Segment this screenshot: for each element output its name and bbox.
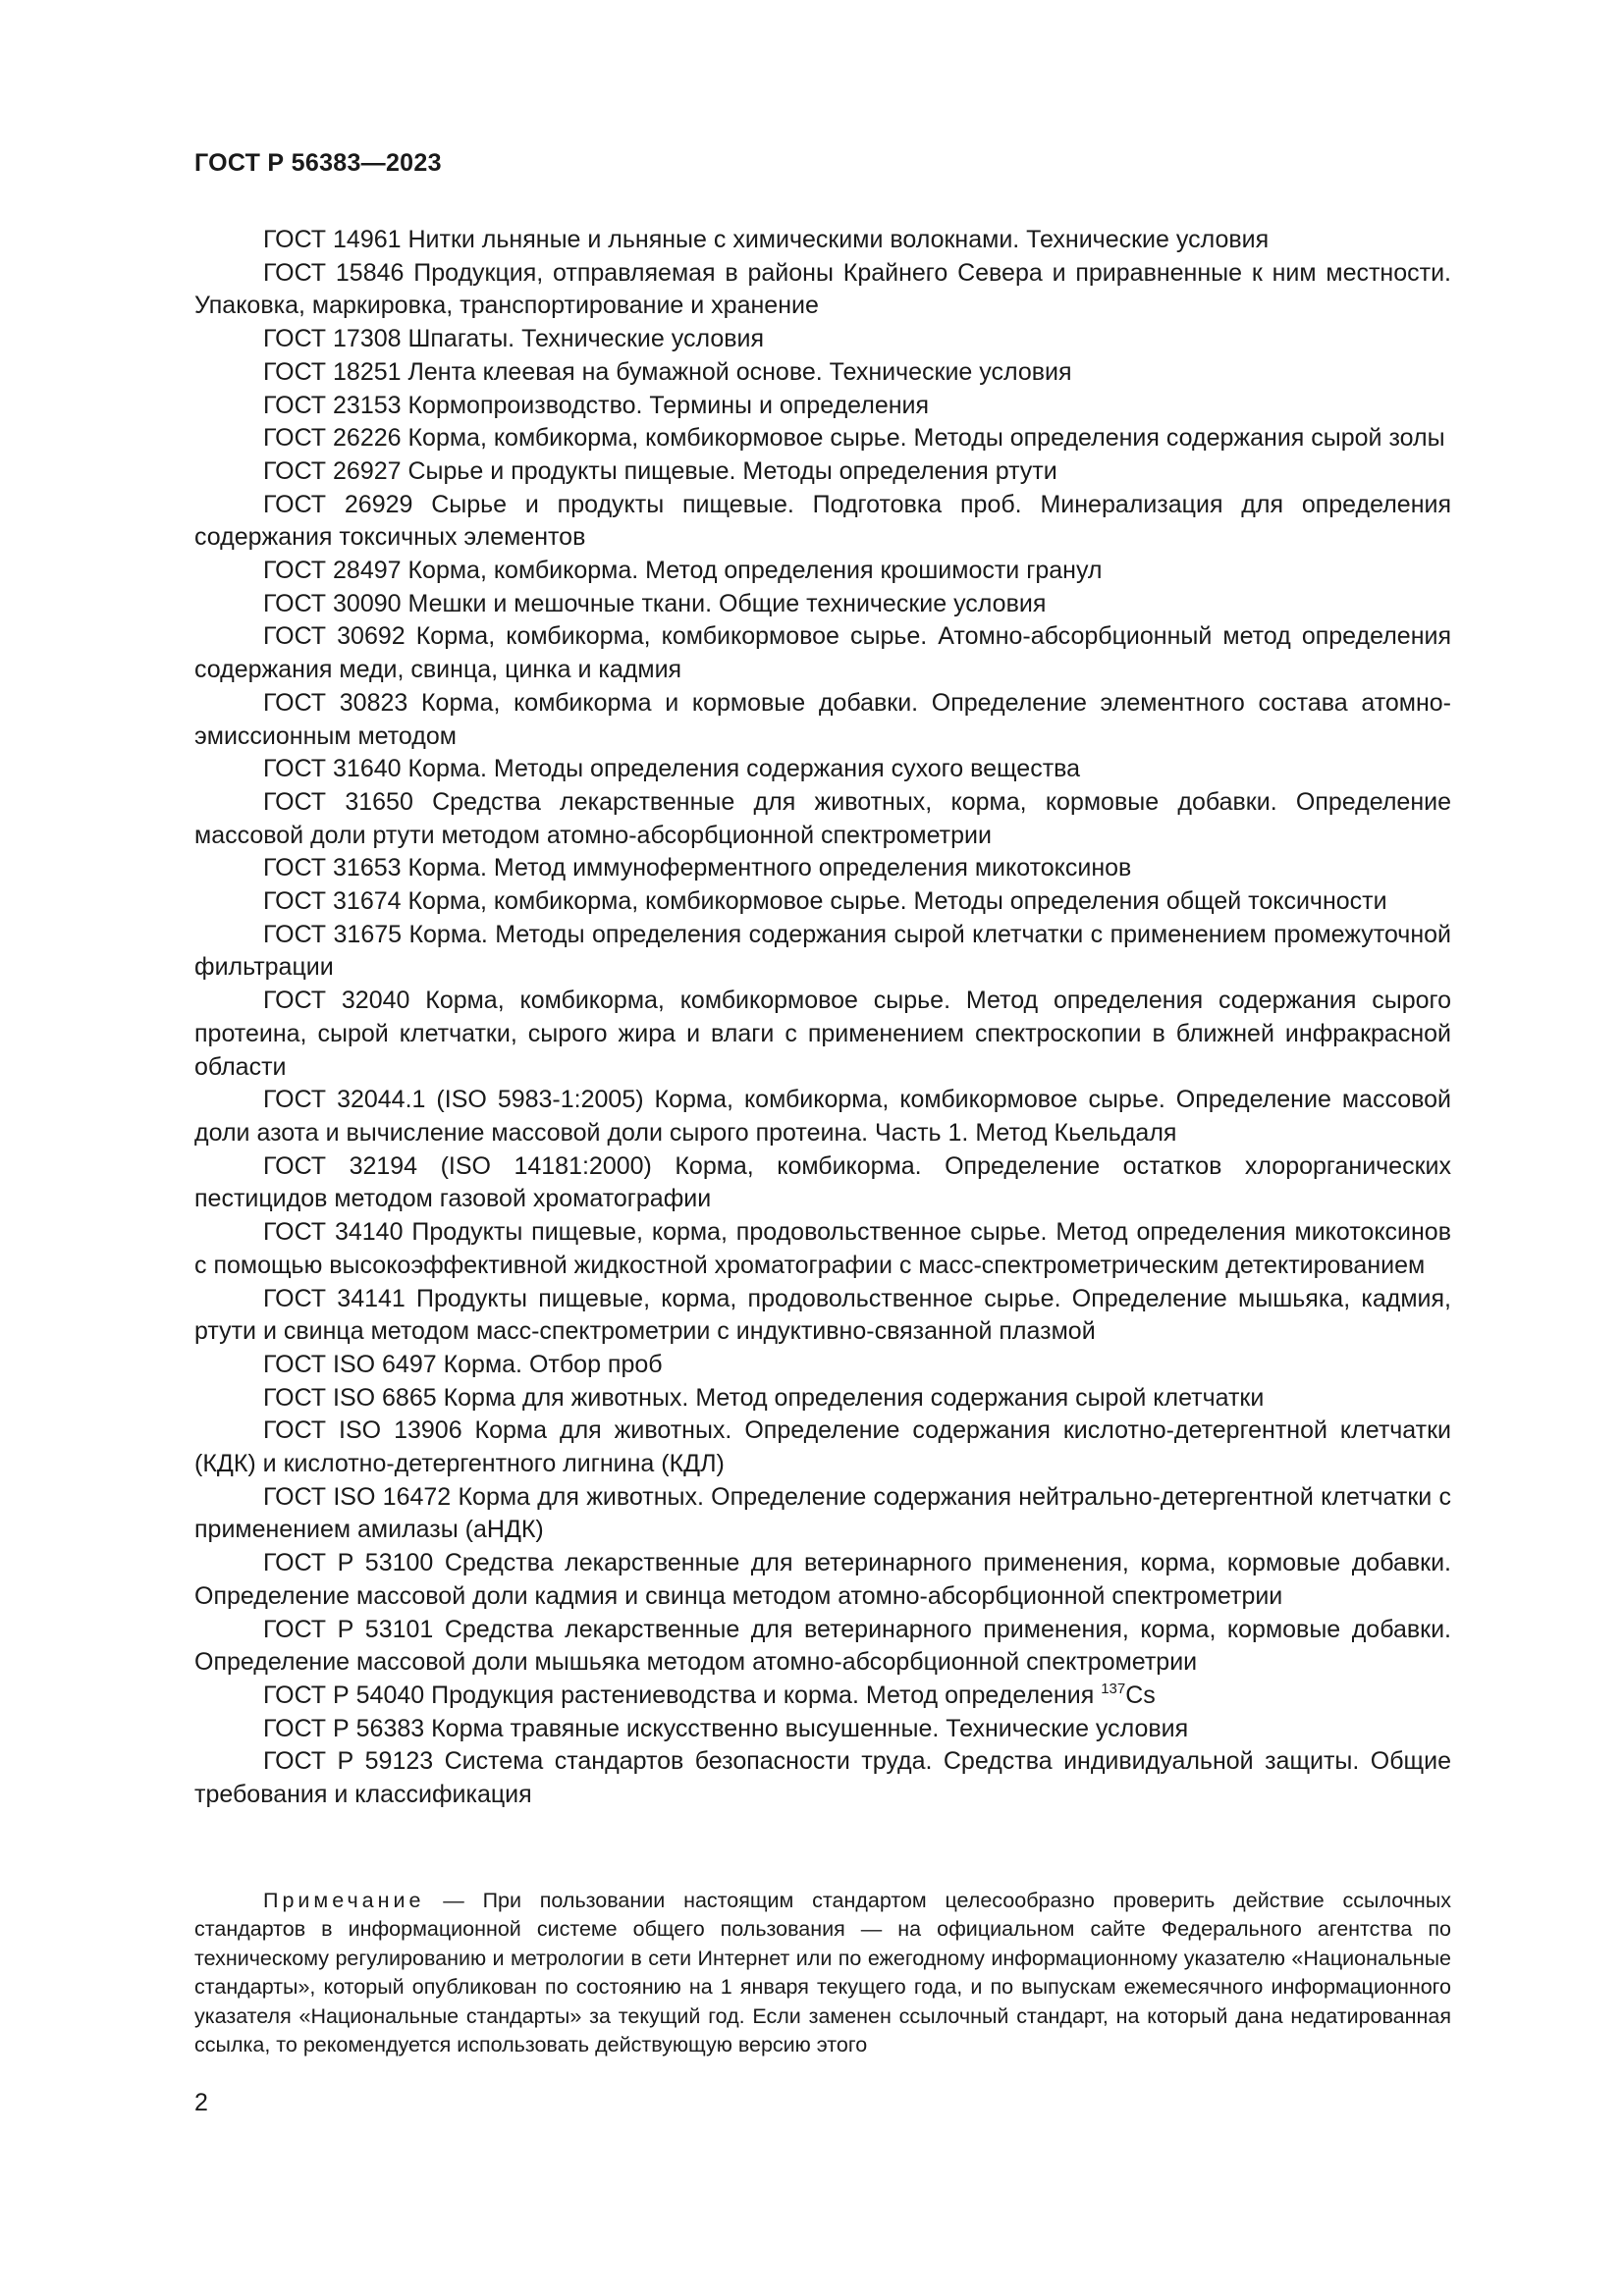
reference-text: ГОСТ 23153 Кормопроизводство. Термины и определения — [263, 391, 930, 419]
reference-item — [194, 1415, 1451, 1480]
reference-text: ГОСТ 34140 Продукты пищевые, корма, продовольственное сырье. Метод определения микотоксинов с помощью высокоэффективной жидкостной хроматографии с масс-спектрометрическим детектированием — [194, 1218, 1451, 1279]
reference-item — [194, 1283, 1451, 1349]
reference-item — [194, 687, 1451, 753]
reference-text: ГОСТ Р 54040 Продукция растениеводства и корма. Метод определения — [263, 1681, 1102, 1709]
reference-item — [194, 390, 1451, 423]
reference-item — [194, 588, 1451, 621]
reference-item — [194, 356, 1451, 390]
reference-text: ГОСТ 34141 Продукты пищевые, корма, продовольственное сырье. Определение мышьяка, кадмия, ртути и свинца методом масс-спектрометрии с индуктивно-связанной плазмой — [194, 1284, 1451, 1346]
reference-item — [194, 257, 1451, 323]
reference-text: ГОСТ Р 53101 Средства лекарственные для ветеринарного применения, корма, кормовые добавки. Определение массовой доли мышьяка методом атомно-абсорбционной спектрометрии — [194, 1615, 1451, 1677]
reference-text: ГОСТ 18251 Лента клеевая на бумажной основе. Технические условия — [263, 357, 1072, 386]
document-header: ГОСТ Р 56383—2023 — [194, 149, 442, 177]
reference-item — [194, 489, 1451, 555]
reference-text: ГОСТ Р 53100 Средства лекарственные для ветеринарного применения, корма, кормовые добавки. Определение массовой доли кадмия и свинца методом атомно-абсорбционной спектрометрии — [194, 1549, 1451, 1610]
reference-item — [194, 1382, 1451, 1415]
reference-item — [194, 1150, 1451, 1216]
reference-text: ГОСТ Р 59123 Система стандартов безопасности труда. Средства индивидуальной защиты. Общие требования и классификация — [194, 1747, 1451, 1809]
reference-text: ГОСТ 15846 Продукция, отправляемая в районы Крайнего Севера и приравненные к ним местности. Упаковка, маркировка, транспортирование и хранение — [194, 258, 1451, 320]
reference-item — [194, 1614, 1451, 1680]
reference-text: ГОСТ 31653 Корма. Метод иммуноферментного определения микотоксинов — [263, 854, 1132, 882]
reference-text: ГОСТ 30692 Корма, комбикорма, комбикормовое сырье. Атомно-абсорбционный метод определения содержания меди, свинца, цинка и кадмия — [194, 622, 1451, 684]
note-paragraph — [194, 1887, 1451, 2059]
reference-text: ГОСТ 31675 Корма. Методы определения содержания сырой клетчатки с применением промежуточной фильтрации — [194, 920, 1451, 982]
reference-text: ГОСТ Р 56383 Корма травяные искусственно высушенные. Технические условия — [263, 1714, 1189, 1742]
reference-text: ГОСТ 30823 Корма, комбикорма и кормовые добавки. Определение элементного состава атомно-эмиссионным методом — [194, 688, 1451, 750]
normative-references-list — [194, 224, 1451, 1812]
reference-text: ГОСТ 31640 Корма. Методы определения содержания сухого вещества — [263, 755, 1081, 783]
reference-item — [194, 1547, 1451, 1613]
reference-text: ГОСТ 26927 Сырье и продукты пищевые. Методы определения ртути — [263, 456, 1057, 485]
reference-superscript: 137 — [1101, 1680, 1126, 1697]
reference-item — [194, 1481, 1451, 1547]
reference-item — [194, 1745, 1451, 1811]
reference-text: ГОСТ 26929 Сырье и продукты пищевые. Подготовка проб. Минерализация для определения содержания токсичных элементов — [194, 490, 1451, 552]
reference-text: ГОСТ 17308 Шпагаты. Технические условия — [263, 325, 765, 353]
reference-item — [194, 1680, 1451, 1713]
reference-text: ГОСТ 31674 Корма, комбикорма, комбикормовое сырье. Методы определения общей токсичности — [263, 887, 1387, 916]
reference-text: ГОСТ ISO 6497 Корма. Отбор проб — [263, 1350, 663, 1378]
reference-text: ГОСТ 32194 (ISO 14181:2000) Корма, комбикорма. Определение остатков хлорорганических пестицидов методом газовой хроматографии — [194, 1151, 1451, 1213]
reference-item — [194, 1084, 1451, 1149]
page-number: 2 — [194, 2089, 208, 2116]
reference-item — [194, 1216, 1451, 1282]
reference-item — [194, 620, 1451, 686]
reference-text: ГОСТ ISO 16472 Корма для животных. Определение содержания нейтрально-детергентной клетчатки с применением амилазы (аНДК) — [194, 1482, 1451, 1544]
note-label: Примечание — [263, 1889, 425, 1912]
reference-text: ГОСТ 26226 Корма, комбикорма, комбикормовое сырье. Методы определения содержания сырой золы — [263, 424, 1445, 453]
reference-text: ГОСТ 28497 Корма, комбикорма. Метод определения крошимости гранул — [263, 557, 1103, 585]
reference-item — [194, 1349, 1451, 1382]
reference-item — [194, 786, 1451, 852]
reference-item — [194, 985, 1451, 1084]
reference-item — [194, 422, 1451, 455]
reference-item — [194, 753, 1451, 786]
reference-item — [194, 455, 1451, 489]
reference-text-after: Cs — [1125, 1681, 1156, 1709]
reference-item — [194, 1713, 1451, 1746]
reference-item — [194, 885, 1451, 919]
note-text: — При пользовании настоящим стандартом целесообразно проверить действие ссылочных стандартов в информационной системе общего пользования — на официальном сайте Федерального агентства по техническому регулированию и метрологии в сети Интернет или по ежегодному информационному указателю «Национальные стандарты», который опубликован по состоянию на 1 января текущего года, и по выпускам ежемесячного информационного указателя «Национальные стандарты» за текущий год. Если заменен ссылочный стандарт, на который дана недатированная ссылка, то рекомендуется использовать действующую версию этого — [194, 1889, 1451, 2057]
reference-text: ГОСТ 31650 Средства лекарственные для животных, корма, кормовые добавки. Определение массовой доли ртути методом атомно-абсорбционной спектрометрии — [194, 787, 1451, 849]
reference-text: ГОСТ ISO 13906 Корма для животных. Определение содержания кислотно-детергентной клетчатки (КДК) и кислотно-детергентного лигнина (КДЛ) — [194, 1416, 1451, 1478]
reference-item — [194, 919, 1451, 985]
reference-text: ГОСТ 14961 Нитки льняные и льняные с химическими волокнами. Технические условия — [263, 226, 1270, 253]
reference-item — [194, 852, 1451, 885]
reference-text: ГОСТ 32040 Корма, комбикорма, комбикормовое сырье. Метод определения содержания сырого протеина, сырой клетчатки, сырого жира и влаги с применением спектроскопии в ближней инфракрасной области — [194, 987, 1451, 1081]
reference-text: ГОСТ 30090 Мешки и мешочные ткани. Общие технические условия — [263, 589, 1047, 617]
reference-text: ГОСТ ISO 6865 Корма для животных. Метод определения содержания сырой клетчатки — [263, 1383, 1265, 1412]
reference-item — [194, 555, 1451, 588]
reference-text: ГОСТ 32044.1 (ISO 5983-1:2005) Корма, комбикорма, комбикормовое сырье. Определение массовой доли азота и вычисление массовой доли сырого протеина. Часть 1. Метод Кьельдаля — [194, 1086, 1451, 1147]
reference-item — [194, 323, 1451, 356]
reference-item — [194, 224, 1451, 257]
